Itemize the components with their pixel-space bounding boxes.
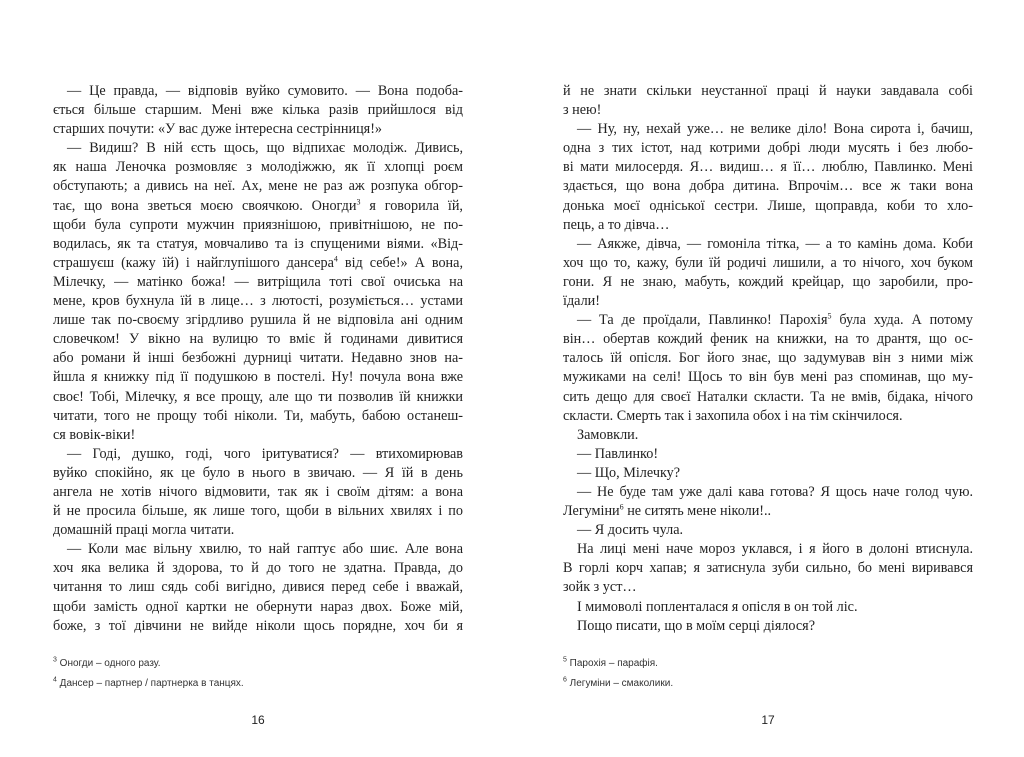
text-line [53, 82, 463, 101]
text-line-content: І мимоволі попленталася я опісля в он той ліс. [577, 598, 858, 615]
text-line [563, 464, 973, 483]
text-line [53, 235, 463, 254]
text-line [53, 464, 463, 483]
text-line [53, 426, 463, 445]
text-line-content: хоч що то, кажу, були їй родичі лишили, а то нічого, хоч буком [563, 254, 973, 271]
text-line-content: тає, що вона зветься моєю своячкою. Оногди [53, 197, 357, 214]
text-line-content: Замовкли. [577, 426, 639, 443]
footnote [563, 674, 973, 694]
text-line [563, 445, 973, 464]
text-line [563, 139, 973, 158]
text-line [53, 197, 463, 216]
text-line [53, 540, 463, 559]
page-number-left: 16 [251, 713, 265, 727]
text-line [53, 349, 463, 368]
text-line-content: лише так по-своєму згірдливо рушила й не відповіла ані одним [53, 312, 463, 329]
text-line-content: скласти. Смерть так і захопила обох і на тім скінчилося. [563, 407, 903, 424]
footnote-number: 5 [563, 656, 567, 664]
text-line [563, 330, 973, 349]
text-line [53, 559, 463, 578]
text-line [53, 502, 463, 521]
text-line [563, 216, 973, 235]
text-line-content: страшуєш (кажу їй) і найглупішого дансера [53, 254, 334, 271]
text-line-content: одна з тих істот, над котрими добрі люди мусять і без любо- [563, 140, 973, 157]
text-line [53, 617, 463, 636]
text-line [53, 254, 463, 273]
text-line-content: вуйко спокійно, як це було в нього в звичаю. — Я їй в день [53, 464, 463, 481]
text-line-content: Легуміни [563, 503, 620, 520]
text-line-content: — Не буде там уже далі кава готова? Я щось наче голод чую. [577, 483, 973, 500]
text-line-content: — Та де проїдали, Павлинко! Парохія [577, 312, 828, 329]
text-line-content: з нею! [563, 102, 602, 119]
text-line-content: ється більше старшим. Мені вже кілька разів прийшлося від [53, 102, 463, 119]
text-line-content: ві мати милосердя. Я… видиш… я її… люблю, Павлинко. Мені [563, 159, 973, 176]
text-line-continuation: була худа. А потому [831, 312, 973, 329]
text-line [563, 483, 973, 502]
text-line-content: словечком! У вікно на вулицю то вміє й годинами дивитися [53, 331, 463, 348]
text-line-content: гони. Я не знаю, мабуть, кождий крейцар, що заробили, про- [563, 273, 973, 290]
text-line-content: здається, що вона добра дитина. Впрочім… все ж таки вона [563, 178, 973, 195]
text-line [563, 82, 973, 101]
text-line [563, 197, 973, 216]
text-line [563, 177, 973, 196]
text-line-continuation: я говорила їй, [360, 197, 463, 214]
text-line [53, 578, 463, 597]
text-line [563, 158, 973, 177]
text-line-content: й не знати скільки неустанної праці й науки завдавала собі [563, 83, 973, 99]
text-line [53, 216, 463, 235]
footnote-text: Легуміни – смаколики. [566, 678, 674, 689]
text-line [563, 101, 973, 120]
text-line [563, 521, 973, 540]
text-line [53, 521, 463, 540]
text-line-content: — Ну, ну, нехай уже… не велике діло! Вона сирота і, бачиш, [577, 121, 973, 138]
footnote [563, 654, 973, 674]
footnote-number: 3 [53, 656, 57, 664]
text-line [563, 311, 973, 330]
text-line [53, 445, 463, 464]
footnote-number: 4 [53, 676, 57, 684]
text-line-content: — Це правда, — відповів вуйко сумовито. — Вона подоба- [67, 83, 463, 99]
text-line-content: йшла я книжку під її подушкою в постелі. Ну! почула вона вже [53, 369, 463, 386]
footnote-text: Парохія – парафія. [566, 658, 658, 669]
text-line-content: обступають; а дивись на неї. Ах, мене не раз аж розпука обгор- [53, 178, 463, 195]
text-line-content: На лиці мені наче мороз уклався, і я його в долоні втиснула. [577, 541, 973, 558]
footnote [53, 674, 463, 694]
text-line-content: — Годі, душко, годі, чого іритуватися? — втихомирював [67, 445, 463, 462]
text-line [53, 273, 463, 292]
text-line [53, 292, 463, 311]
footnote [53, 654, 463, 674]
text-line [563, 578, 973, 597]
left-page [53, 0, 463, 757]
footnote-text: Дансер – партнер / партнерка в танцях. [56, 678, 244, 689]
text-line [53, 483, 463, 502]
text-line [563, 502, 973, 521]
text-line-content: хоч яка велика й здорова, то й до того не здатна. Правда, до [53, 560, 463, 577]
text-line-content: Мілечку, — матінко божа! — витріщила тоті свої очиська на [53, 273, 463, 290]
text-line [563, 598, 973, 617]
text-line-continuation: від себе!» А вона, [337, 254, 463, 271]
text-line-content: щоби була супроти мужчин приязнішою, привітнішою, не по- [53, 216, 463, 233]
text-line [53, 598, 463, 617]
text-line-content: читання то лиш сядь собі вигідно, дивися перед себе і вважай, [53, 579, 463, 596]
text-line [563, 540, 973, 559]
text-line [563, 349, 973, 368]
text-line-content: боже, з тої дівчини не вийде ніколи щось порядне, хоч би я [53, 617, 463, 634]
text-line-content: ангела не хотів нічого відмовити, так як і своїм дітям: а вона [53, 483, 463, 500]
text-line-content: — Що, Мілечку? [577, 464, 681, 481]
text-line-content: — Я досить чула. [577, 522, 684, 539]
page-number-right: 17 [761, 713, 775, 727]
text-line-content: домашній праці могла читати. [53, 522, 235, 539]
text-line-content: — Видиш? В ній єсть щось, що відпихає молодіж. Дивись, [67, 140, 463, 157]
footnote-reference: 6 [619, 502, 624, 512]
text-line [53, 158, 463, 177]
text-line [563, 273, 973, 292]
text-line-content: В горлі корч хапав; я затиснула зуби сильно, бо мені виривався [563, 560, 973, 577]
text-line [563, 559, 973, 578]
text-line-continuation: не ситять мене ніколи!.. [623, 503, 772, 520]
text-line [563, 235, 973, 254]
text-line-content: й не просила більше, як лише того, щоби в вільних хвилях і по [53, 503, 463, 520]
text-line [53, 388, 463, 407]
text-line [563, 368, 973, 387]
text-line [53, 330, 463, 349]
text-line [563, 617, 973, 636]
text-line [563, 407, 973, 426]
text-line [53, 311, 463, 330]
footnote-number: 6 [563, 676, 567, 684]
text-line-content: їдали! [563, 293, 600, 310]
text-line [53, 177, 463, 196]
text-line-content: Пощо писати, що в моїм серці діялося? [577, 617, 816, 634]
text-line-content: або романи й інші безбожні дурниці читати. Недавно знов на- [53, 350, 463, 367]
text-line-content: сить дещо для своєї Наталки скласти. Та не вмів, бідака, нічого [563, 388, 973, 405]
text-line [563, 388, 973, 407]
footnote-text: Оногди – одного разу. [56, 658, 161, 669]
text-line [53, 101, 463, 120]
text-line-content: мене, кров бухнула їй в лице… з лютості, розуміється… устами [53, 293, 463, 310]
text-line-content: — Коли має вільну хвилю, то най гаптує або шиє. Але вона [67, 541, 463, 558]
text-line-content: старших почути: «У вас дуже інтересна сестрінниця!» [53, 121, 383, 138]
text-line [53, 368, 463, 387]
right-page [563, 0, 973, 757]
text-line [563, 292, 973, 311]
footnote-reference: 4 [333, 254, 338, 264]
text-line-content: читати, того не прощу тобі ніколи. Ти, мабуть, бабою останеш- [53, 407, 463, 424]
text-line-content: він… обертав кождий феник на книжки, на то дрантя, що ос- [563, 331, 973, 348]
text-line-content: пець, а то дівча… [563, 216, 670, 233]
text-line-content: ся вовік-віки! [53, 426, 136, 443]
text-line-content: — Павлинко! [577, 445, 659, 462]
footnote-reference: 3 [356, 196, 361, 206]
text-line-content: водилась, як та статуя, мовчаливо та із спущеними віями. «Від- [53, 235, 463, 252]
left-page-text [53, 82, 463, 636]
text-line-content: донька моєї одніської сестри. Лише, щоправда, коби то хло- [563, 197, 973, 214]
text-line [563, 254, 973, 273]
text-line [53, 407, 463, 426]
text-line-content: мужиками на селі! Щось то він був мені раз споминав, що му- [563, 369, 973, 386]
text-line-content: талось їй опісля. Бог його знає, що задумував він з ними між [563, 350, 973, 367]
text-line-content: щоби замість одної картки не обернути нараз двох. Боже мій, [53, 598, 463, 615]
text-line [53, 120, 463, 139]
text-line [563, 120, 973, 139]
text-line [53, 139, 463, 158]
text-line [563, 426, 973, 445]
text-line-content: своє! Тобі, Мілечку, я все прощу, але що ти позволив їй книжки [53, 388, 463, 405]
right-page-footnotes [563, 654, 973, 694]
right-page-text [563, 82, 973, 636]
text-line-content: зойк з уст… [563, 579, 637, 596]
left-page-footnotes [53, 654, 463, 694]
text-line-content: — Аякже, дівча, — гомоніла тітка, — а то камінь дома. Коби [577, 235, 973, 252]
footnote-reference: 5 [827, 311, 832, 321]
text-line-content: як наша Леночка розмовляє з молодіжжю, як її хлопці роєм [53, 159, 463, 176]
